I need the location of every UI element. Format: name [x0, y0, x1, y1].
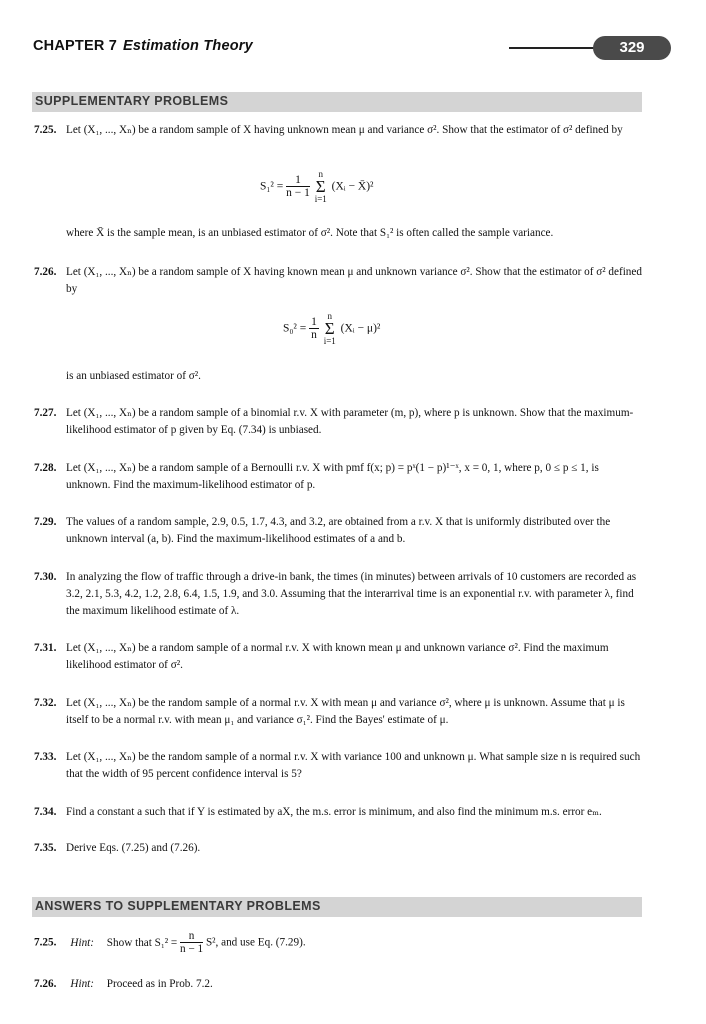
eq-lhs: S₁² =	[260, 180, 284, 193]
header-rule	[509, 47, 599, 49]
sigma-symbol: Σ	[315, 177, 326, 196]
problem-number: 7.26.	[34, 266, 57, 278]
answer-7-26	[34, 978, 213, 990]
problem-7-25	[34, 122, 644, 139]
chapter-heading	[33, 38, 253, 54]
problem-7-26	[34, 264, 644, 298]
answer-text-pre: Show that S₁² =	[106, 936, 178, 949]
problem-number: 7.27.	[34, 407, 57, 419]
page-number: 329	[593, 36, 671, 60]
equation-known-mean-variance	[283, 312, 380, 346]
page-header	[33, 36, 673, 60]
answer-number: 7.25.	[34, 936, 57, 949]
problem-7-29	[34, 514, 644, 548]
summation	[315, 170, 327, 204]
eq-fraction	[286, 174, 310, 200]
answer-hint-label: Hint:	[70, 936, 94, 949]
problem-text: Let (X₁, ..., Xₙ) be the random sample of a normal r.v. X with mean μ and variance σ², where μ is unknown. Assume that μ is itself to be a normal r.v. with mean μ₁ and variance σ₁². Find the Bayes' estimate of μ.	[66, 697, 625, 726]
problem-7-30	[34, 569, 644, 620]
frac-numerator: 1	[286, 174, 310, 187]
problem-text: Let (X₁, ..., Xₙ) be a random sample of X having known mean μ and unknown variance σ². Show that the estimator of σ² defined by	[66, 266, 642, 295]
frac-denominator: n	[311, 329, 317, 341]
section-title: ANSWERS TO SUPPLEMENTARY PROBLEMS	[35, 899, 321, 913]
problem-7-26-continuation: is an unbiased estimator of σ².	[66, 370, 201, 382]
frac-numerator: 1	[311, 316, 317, 328]
eq-term: (Xᵢ − X̄)²	[331, 180, 374, 193]
sum-lower: i=1	[323, 336, 336, 346]
chapter-label: CHAPTER 7	[33, 38, 117, 54]
problem-text: In analyzing the flow of traffic through a drive-in bank, the times (in minutes) between arrivals of 10 customers are recorded as 3.2, 2.1, 5.3, 4.2, 1.2, 2.8, 6.4, 1.5, 1.9, and 3.0. Assuming that the interarrival time is an exponential r.v. with parameter λ, find the maximum likelihood estimate of λ.	[66, 571, 637, 617]
eq-lhs: S₀² =	[283, 322, 307, 335]
answer-7-25	[34, 930, 306, 956]
problem-text: Let (X₁, ..., Xₙ) be the random sample of a normal r.v. X with variance 100 and unknown μ. What sample size n is required such that the width of 95 percent confidence interval is 5?	[66, 751, 641, 780]
summation	[324, 312, 336, 346]
frac-numerator: n	[180, 930, 203, 943]
problem-number: 7.30.	[34, 571, 57, 583]
section-bar-answers	[32, 897, 642, 917]
problem-text: The values of a random sample, 2.9, 0.5, 1.7, 4.3, and 3.2, are obtained from a r.v. X that is uniformly distributed over the unknown interval (a, b). Find the maximum-likelihood estimates of a and b.	[66, 516, 611, 545]
answer-text: Proceed as in Prob. 7.2.	[106, 978, 213, 990]
problem-7-31	[34, 640, 644, 674]
problem-text: Let (X₁, ..., Xₙ) be a random sample of X having unknown mean μ and variance σ². Show that the estimator of σ² defined by	[66, 124, 623, 136]
problem-number: 7.33.	[34, 751, 57, 763]
problem-text: Let (X₁, ..., Xₙ) be a random sample of a normal r.v. X with known mean μ and unknown variance σ². Find the maximum likelihood estimator of σ².	[66, 642, 609, 671]
problem-number: 7.29.	[34, 516, 57, 528]
frac-denominator: n − 1	[286, 187, 310, 199]
answer-text-post: S², and use Eq. (7.29).	[205, 936, 306, 949]
sum-upper: n	[327, 311, 332, 321]
problem-number: 7.31.	[34, 642, 57, 654]
sigma-symbol: Σ	[324, 319, 335, 338]
answer-hint-label: Hint:	[70, 978, 94, 990]
eq-term: (Xᵢ − μ)²	[340, 322, 381, 335]
problem-number: 7.25.	[34, 124, 57, 136]
frac-denominator: n − 1	[180, 943, 204, 955]
problem-7-32	[34, 695, 644, 729]
problem-7-35	[34, 840, 644, 857]
problem-7-25-continuation: where X̄ is the sample mean, is an unbiased estimator of σ². Note that S₁² is often called the sample variance.	[66, 227, 554, 239]
sum-upper: n	[318, 169, 323, 179]
problem-number: 7.28.	[34, 462, 57, 474]
section-bar-supplementary	[32, 92, 642, 112]
problem-7-27	[34, 405, 644, 439]
answer-number: 7.26.	[34, 978, 57, 990]
chapter-title: Estimation Theory	[122, 38, 253, 54]
eq-fraction	[309, 316, 319, 342]
problem-text: Derive Eqs. (7.25) and (7.26).	[66, 842, 201, 854]
section-title: SUPPLEMENTARY PROBLEMS	[35, 94, 229, 108]
problem-text: Let (X₁, ..., Xₙ) be a random sample of a binomial r.v. X with parameter (m, p), where p is unknown. Show that the maximum-likelihood estimator of p given by Eq. (7.34) is unbiased.	[66, 407, 634, 436]
problem-number: 7.34.	[34, 806, 57, 818]
problem-7-34	[34, 804, 644, 821]
problem-7-28	[34, 460, 644, 494]
problem-number: 7.35.	[34, 842, 57, 854]
sum-lower: i=1	[314, 194, 327, 204]
problem-text: Let (X₁, ..., Xₙ) be a random sample of a Bernoulli r.v. X with pmf f(x; p) = pˣ(1 − p)¹⁻ˣ, x = 0, 1, where p, 0 ≤ p ≤ 1, is unknown. Find the maximum-likelihood estimator of p.	[66, 462, 599, 491]
equation-sample-variance	[260, 170, 374, 204]
problem-text: Find a constant a such that if Y is estimated by aX, the m.s. error is minimum, and also find the minimum m.s. error eₘ.	[66, 806, 602, 818]
problem-number: 7.32.	[34, 697, 57, 709]
problem-7-33	[34, 749, 644, 783]
answer-fraction	[180, 930, 203, 956]
